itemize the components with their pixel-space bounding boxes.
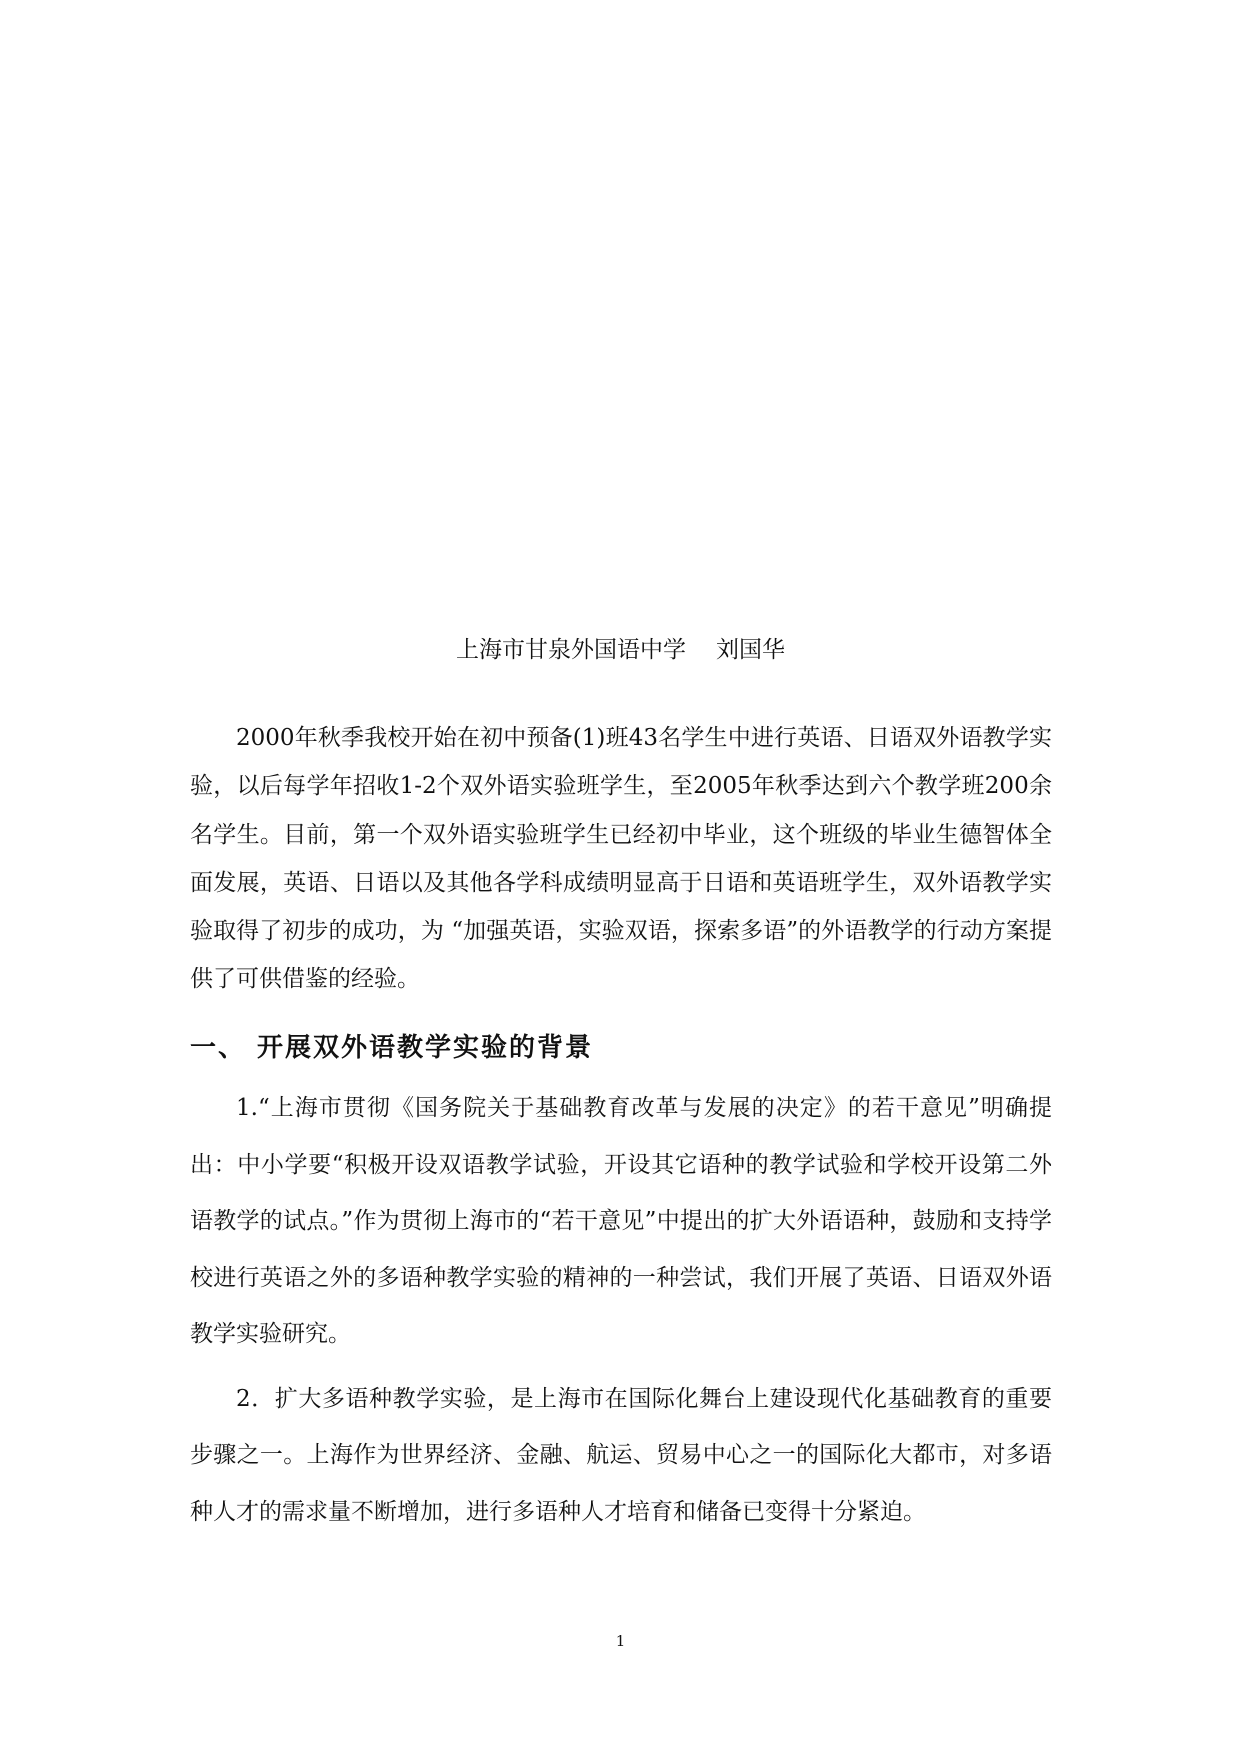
body-paragraph: 1.“上海市贯彻《国务院关于基础教育改革与发展的决定》的若干意见”明确提出：中小学要“积极开设双语教学试验，开设其它语种的教学试验和学校开设第二外语教学的试点。”作为贯彻上海市的“若干意见”中提出的扩大外语语种，鼓励和支持学校进行英语之外的多语种教学实验的精神的一种尝试，我们开展了英语、日语双外语教学实验研究。 <box>190 1095 1052 1347</box>
body-paragraph: 2．扩大多语种教学实验，是上海市在国际化舞台上建设现代化基础教育的重要步骤之一。上海作为世界经济、金融、航运、贸易中心之一的国际化大都市，对多语种人才的需求量不断增加，进行多语种人才培育和储备已变得十分紧迫。 <box>190 1385 1052 1525</box>
page-number: 1 <box>615 1632 626 1650</box>
author-name: 刘国华 <box>716 637 785 663</box>
intro-section <box>190 714 1052 1004</box>
byline <box>0 634 1241 666</box>
intro-paragraph: 2000年秋季我校开始在初中预备(1)班43名学生中进行英语、日语双外语教学实验，以后每学年招收1-2个双外语实验班学生，至2005年秋季达到六个教学班200余名学生。目前，第一个双外语实验班学生已经初中毕业，这个班级的毕业生德智体全面发展，英语、日语以及其他各学科成绩明显高于日语和英语班学生，双外语教学实验取得了初步的成功，为 “加强英语，实验双语，探索多语”的外语教学的行动方案提供了可供借鉴的经验。 <box>190 725 1052 993</box>
section-heading: 一、 开展双外语教学实验的背景 <box>190 1033 594 1063</box>
school-name: 上海市甘泉外国语中学 <box>456 637 686 663</box>
section-body <box>190 1080 1052 1540</box>
